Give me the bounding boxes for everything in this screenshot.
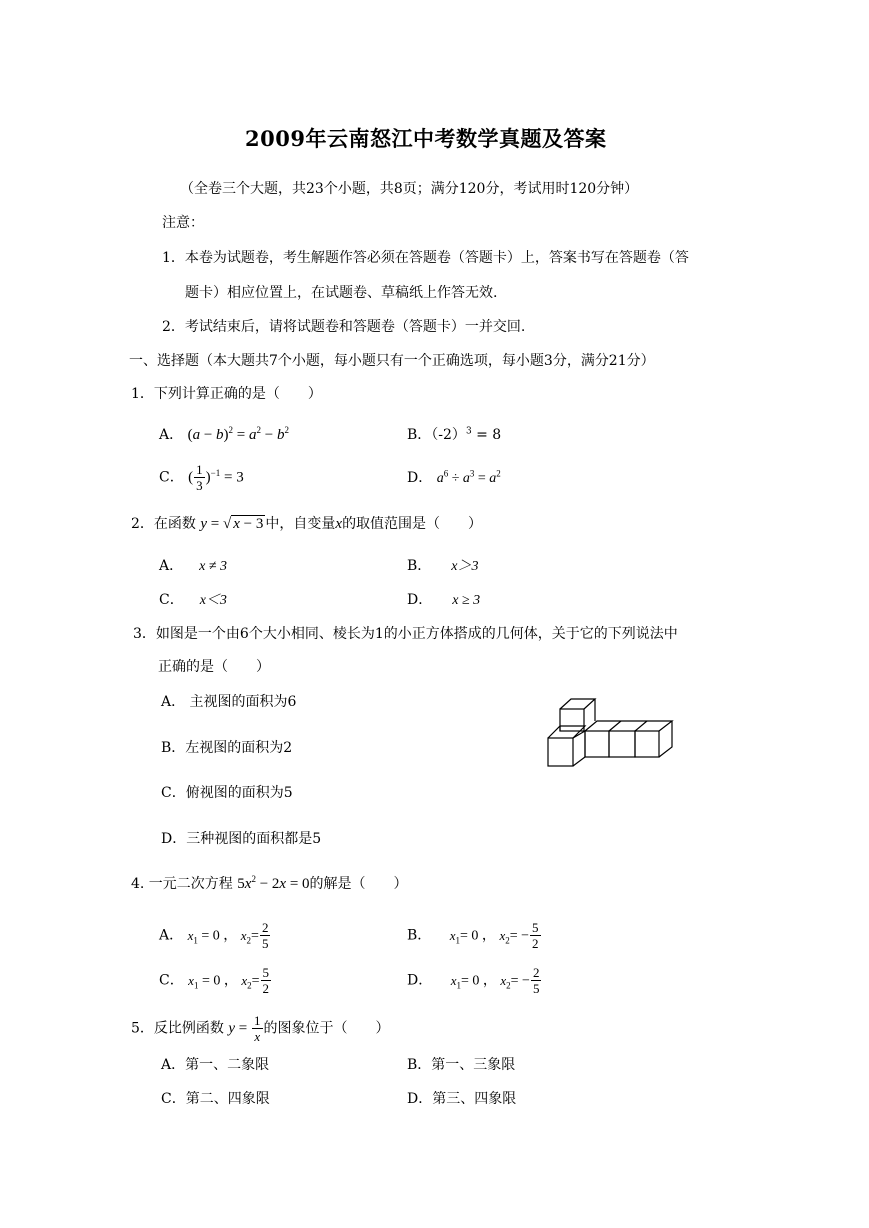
q1-option-c: C． ( $\frac{1}{3}$ )$^{-1}$ = 3 (159, 462, 244, 493)
fraction-two-fifths: $\frac{2}{5}$ (261, 920, 269, 951)
notice-item-2: 2．考试结束后，请将试题卷和答题卷（答题卡）一并交回. (162, 319, 526, 335)
q2-option-b: B． x＞3 (407, 558, 479, 574)
section-heading: 一、选择题（本大题共7个小题，每小题只有一个正确选项，每小题3分，满分21分） (129, 353, 655, 369)
q2-function-formula: y = √ x − 3 (200, 516, 264, 532)
q3-option-c: C．俯视图的面积为5 (161, 785, 293, 801)
q1-option-a (159, 425, 289, 443)
q5-option-d: D．第三、四象限 (407, 1091, 517, 1107)
q3-option-d: D．三种视图的面积都是5 (161, 831, 322, 847)
question-3-stem-cont: 正确的是（ ） (158, 659, 270, 675)
fraction-one-over-x: $\frac{1}{x}$ (254, 1013, 261, 1044)
q5-option-b: B．第一、三象限 (407, 1057, 516, 1073)
q5-option-a: A．第一、二象限 (161, 1057, 270, 1073)
q5-function: y = (228, 1020, 248, 1037)
q4-equation: $5x^2 - 2x = 0$ (237, 874, 310, 892)
cube-figure (540, 695, 680, 775)
q2-option-c: C． x＜3 (159, 592, 227, 608)
q1-option-b: B．$(-2)^3 = 8$ (407, 426, 502, 443)
q1-option-c-label: C． (159, 469, 184, 486)
fraction-five-halves: $\frac{5}{2}$ (532, 920, 539, 951)
question-5-stem: 5．反比例函数 y = $\frac{1}{x}$ 的图象位于（ ） (131, 1013, 390, 1044)
q2-option-a: A． x ≠ 3 (159, 558, 228, 574)
q1-option-d-label: D． (407, 470, 433, 486)
question-4-stem: 4. 一元二次方程 $5x^2 - 2x = 0$的解是（ ） (131, 874, 408, 892)
q1-option-a-label: A． (159, 427, 184, 443)
fraction-one-third: $\frac{1}{3}$ (196, 462, 203, 493)
notice-item-1-cont: 题卡）相应位置上，在试题卷、草稿纸上作答无效. (185, 285, 498, 301)
q4-option-a: A． $x_1 = 0$ ， $x_2=$ $\frac{2}{5}$ (159, 920, 269, 951)
q1-option-a-formula: $(a - b)^2 = a^2 - b^2$ (187, 425, 289, 443)
question-3-stem: 3．如图是一个由6个大小相同、棱长为1的小正方体搭成的几何体，关于它的下列说法中 (133, 626, 678, 642)
page-title: 2009年云南怒江中考数学真题及答案 (245, 126, 607, 151)
q4-option-c: C． $x_1 = 0$ ， $x_2=$ $\frac{5}{2}$ (159, 965, 270, 996)
q4-option-d: D． $x_1= 0$ ， $x_2=$ − $\frac{2}{5}$ (407, 965, 540, 996)
q4-option-b: B． $x_1= 0$ ， $x_2=$ − $\frac{5}{2}$ (407, 920, 539, 951)
notice-heading: 注意： (162, 215, 204, 231)
notice-item-1: 1．本卷为试题卷，考生解题作答必须在答题卷（答题卡）上，答案书写在答题卷（答 (162, 250, 689, 266)
q3-option-b: B．左视图的面积为2 (161, 740, 293, 756)
exam-info: （全卷三个大题，共23个小题，共8页；满分120分，考试用时120分钟） (180, 181, 639, 197)
question-2-stem: 2．在函数 y = √ x − 3 中，自变量x的取值范围是（ ） (131, 516, 483, 532)
q2-option-d: D． x ≥ 3 (407, 592, 481, 608)
q3-option-a: A． 主视图的面积为6 (161, 694, 297, 710)
fraction-two-fifths: $\frac{2}{5}$ (532, 965, 540, 996)
q1-option-d-formula: $a^6 \div a^3 = a^2$ (436, 468, 501, 486)
fraction-five-halves: $\frac{5}{2}$ (262, 965, 270, 996)
q5-option-c: C．第二、四象限 (161, 1091, 270, 1107)
question-1-stem: 1．下列计算正确的是（ ） (131, 386, 322, 402)
q1-option-d (407, 468, 501, 486)
